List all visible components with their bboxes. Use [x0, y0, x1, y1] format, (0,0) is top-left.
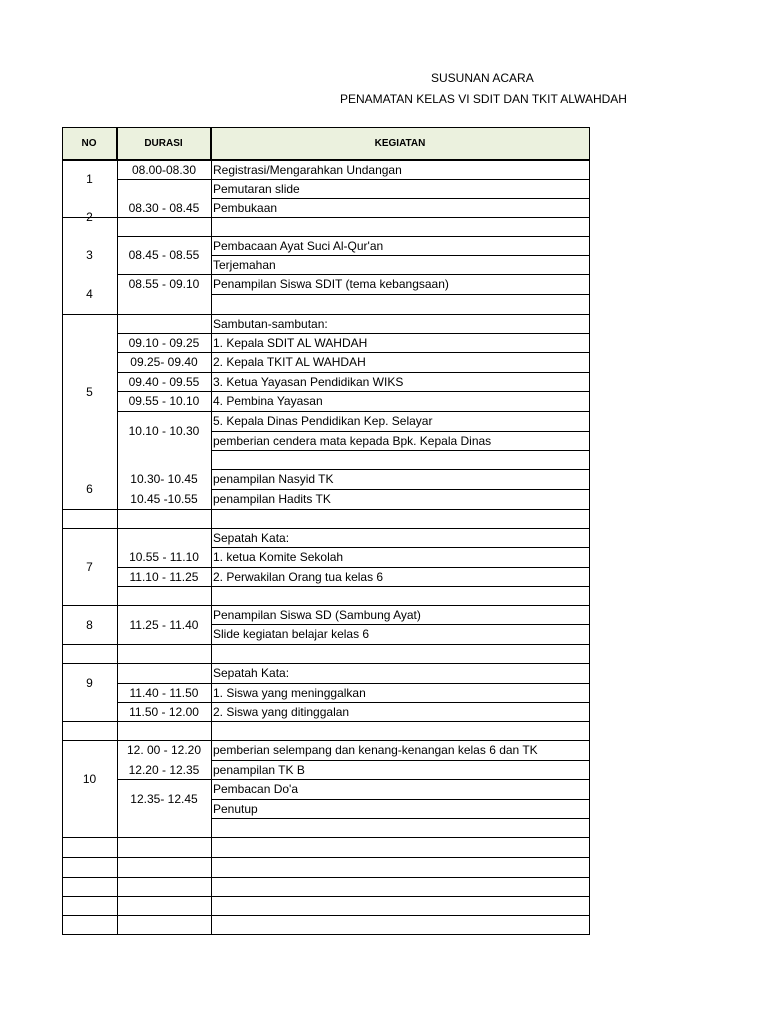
activity-cell: Terjemahan [213, 257, 276, 272]
activity-cell: 2. Siswa yang ditinggalan [213, 704, 350, 719]
duration-cell: 11.40 - 11.50 [129, 685, 199, 700]
border-col2 [211, 127, 212, 935]
duration-cell: 12.35- 12.45 [130, 791, 198, 806]
activity-cell: penampilan Nasyid TK [213, 472, 334, 486]
activity-cell: 2. Perwakilan Orang tua kelas 6 [213, 569, 384, 584]
activity-cell: Sambutan-sambutan: [213, 316, 328, 331]
activity-cell: 3. Ketua Yayasan Pendidikan WIKS [213, 374, 404, 389]
activity-cell: Penutup [213, 801, 258, 816]
row-number: 10 [82, 772, 97, 786]
row-border [62, 877, 590, 878]
activity-cell: 4. Pembina Yayasan [213, 394, 323, 408]
activity-cell: penampilan TK B [213, 762, 305, 777]
row-border [211, 450, 590, 451]
duration-cell: 10.30- 10.45 [130, 472, 198, 486]
row-number: 8 [86, 617, 93, 632]
duration-cell: 12. 00 - 12.20 [126, 743, 202, 757]
border-right [589, 127, 590, 935]
row-number: 9 [86, 675, 93, 690]
activity-cell: 2. Kepala TKIT AL WAHDAH [213, 355, 366, 369]
activity-cell: Sepatah Kata: [213, 530, 290, 545]
duration-cell: 10.55 - 11.10 [129, 550, 199, 564]
row-border [62, 857, 590, 858]
row-border [62, 509, 590, 510]
duration-cell: 08.45 - 08.55 [128, 248, 200, 262]
row-border [62, 528, 590, 529]
row-border [117, 586, 590, 587]
activity-cell: 1. ketua Komite Sekolah [213, 550, 344, 564]
duration-cell: 10.10 - 10.30 [128, 423, 200, 438]
activity-cell: Pemutaran slide [213, 181, 300, 196]
activity-cell: Registrasi/Mengarahkan Undangan [213, 162, 402, 177]
row-border [62, 721, 590, 722]
page-subtitle: PENAMATAN KELAS VI SDIT DAN TKIT ALWAHDAH [340, 92, 627, 106]
row-border [62, 934, 590, 935]
page-title: SUSUNAN ACARA [431, 71, 534, 85]
activity-cell: 1. Kepala SDIT AL WAHDAH [213, 335, 368, 350]
row-border [211, 799, 590, 800]
duration-cell: 12.20 - 12.35 [128, 762, 200, 777]
activity-cell: 1. Siswa yang meninggalkan [213, 685, 366, 700]
row-border [62, 127, 590, 128]
row-border [62, 837, 590, 838]
activity-cell: Pembacan Do'a [213, 782, 299, 796]
activity-cell: Slide kegiatan belajar kelas 6 [213, 627, 370, 641]
header-kegiatan: KEGIATAN [211, 127, 590, 160]
row-number: 5 [86, 384, 93, 399]
schedule-table [62, 127, 590, 935]
duration-cell: 09.40 - 09.55 [128, 374, 200, 389]
activity-cell: Sepatah Kata: [213, 666, 290, 680]
row-border [62, 896, 590, 897]
activity-cell: 5. Kepala Dinas Pendidikan Kep. Selayar [213, 414, 433, 428]
row-number: 1 [86, 172, 93, 186]
activity-cell: Penampilan Siswa SD (Sambung Ayat) [213, 607, 421, 622]
duration-cell: 11.50 - 12.00 [129, 704, 199, 719]
activity-cell: Penampilan Siswa SDIT (tema kebangsaan) [213, 277, 449, 291]
row-number: 7 [86, 559, 93, 574]
row-border [117, 179, 590, 180]
activity-cell: Pembacaan Ayat Suci Al-Qur'an [213, 238, 384, 253]
row-border [117, 779, 590, 780]
row-border [62, 217, 590, 218]
row-border [62, 915, 590, 916]
row-number: 6 [86, 482, 93, 496]
row-number: 2 [86, 210, 93, 224]
activity-cell: pemberian selempang dan kenang-kenangan kelas 6 dan TK [213, 743, 538, 757]
row-number: 4 [86, 287, 93, 301]
row-number: 3 [86, 248, 93, 262]
activity-cell: Pembukaan [213, 200, 278, 215]
duration-cell: 10.45 -10.55 [130, 492, 198, 506]
duration-cell: 09.55 - 10.10 [128, 394, 200, 408]
row-border [62, 644, 590, 645]
activity-cell: penampilan Hadits TK [213, 492, 331, 506]
activity-cell: pemberian cendera mata kepada Bpk. Kepala Dinas [213, 433, 492, 448]
duration-cell: 09.10 - 09.25 [128, 335, 200, 350]
duration-cell: 09.25- 09.40 [130, 355, 198, 369]
row-border [211, 294, 590, 295]
row-border [211, 818, 590, 819]
duration-cell: 08.30 - 08.45 [128, 200, 200, 215]
duration-cell: 11.10 - 11.25 [129, 569, 199, 584]
header-durasi: DURASI [117, 127, 211, 160]
duration-cell: 11.25 - 11.40 [129, 617, 199, 632]
row-border [62, 663, 590, 664]
header-no: NO [62, 127, 117, 160]
duration-cell: 08.55 - 09.10 [128, 277, 200, 291]
duration-cell: 08.00-08.30 [131, 162, 197, 177]
